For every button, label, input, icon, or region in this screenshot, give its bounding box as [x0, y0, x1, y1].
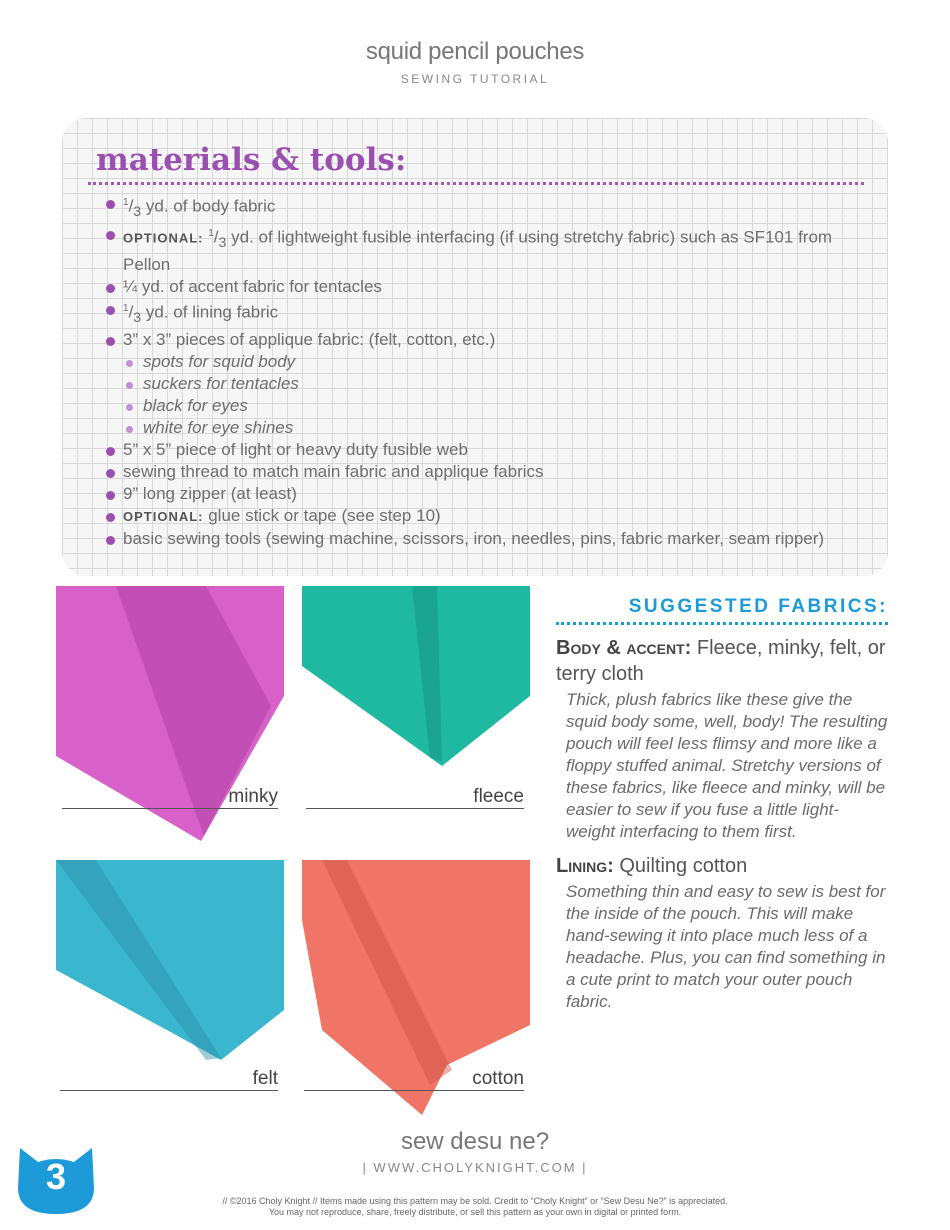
list-item: 5” x 5” piece of light or heavy duty fusible web	[106, 439, 876, 461]
list-item: basic sewing tools (sewing machine, scissors, iron, needles, pins, fabric marker, seam ripper)	[106, 528, 876, 550]
list-subitem: suckers for tentacles	[126, 373, 876, 395]
list-item: sewing thread to match main fabric and applique fabrics	[106, 461, 876, 483]
swatch-label-minky: minky	[62, 786, 278, 809]
list-item: OPTIONAL: $^1/_3$ yd. of lightweight fusible interfacing (if using stretchy fabric) such as SF101 from Pellon	[106, 223, 876, 276]
list-item: $^1/_3$ yd. of lining fabric	[106, 298, 876, 329]
suggested-title: SUGGESTED FABRICS:	[628, 596, 888, 617]
list-subitem: spots for squid body	[126, 351, 876, 373]
list-item: 3” x 3” pieces of applique fabric: (felt, cotton, etc.)	[106, 329, 876, 351]
materials-panel	[62, 118, 888, 576]
body-accent-description: Thick, plush fabrics like these give the squid body some, well, body! The resulting pouch will feel less flimsy and more like a floppy stuffed animal. Stretchy versions of these fabrics, like fleece and minky, will be easier to sew if you fuse a little light-weight interfacing to them first.	[566, 690, 888, 841]
document-subtitle: SEWING TUTORIAL	[400, 72, 550, 86]
swatch-label-fleece: fleece	[306, 786, 524, 809]
list-item: ¼ yd. of accent fabric for tentacles	[106, 276, 876, 298]
body-accent-heading: Body & accent: Fleece, minky, felt, or terry cloth	[556, 637, 886, 685]
dotted-divider	[88, 182, 864, 185]
swatch-label-felt: felt	[60, 1068, 278, 1091]
swatch-label-cotton: cotton	[304, 1068, 524, 1091]
lining-heading: Lining: Quilting cotton	[556, 855, 748, 877]
list-subitem: white for eye shines	[126, 417, 876, 439]
lining-description: Something thin and easy to sew is best for the inside of the pouch. This will make hand-sewing it into place much less of a headache. Plus, you can find something in a cute print to match your outer pouch fabric.	[566, 882, 886, 1011]
footer-url: | WWW.CHOLYKNIGHT.COM |	[362, 1160, 588, 1175]
list-subitem: black for eyes	[126, 395, 876, 417]
footer-brand: sew desu ne?	[400, 1128, 550, 1155]
materials-list	[106, 192, 876, 550]
list-item: 9” long zipper (at least)	[106, 483, 876, 505]
document-title: squid pencil pouches	[365, 38, 585, 65]
dotted-divider	[556, 622, 888, 625]
suggested-fabrics	[556, 596, 888, 1013]
list-item: OPTIONAL: glue stick or tape (see step 10)	[106, 505, 876, 528]
materials-title: materials & tools:	[96, 142, 407, 178]
list-item: $^1/_3$ yd. of body fabric	[106, 192, 876, 223]
copyright-notice: // ©2016 Choly Knight // Items made using this pattern may be sold. Credit to “Choly Knight” or “Sew Desu Ne?” is appreciated. You may not reproduce, share, freely distribute, or sell this pattern as your own in digital or printed form.	[222, 1196, 728, 1217]
page-header	[0, 38, 950, 86]
page-number: 3	[45, 1156, 67, 1197]
